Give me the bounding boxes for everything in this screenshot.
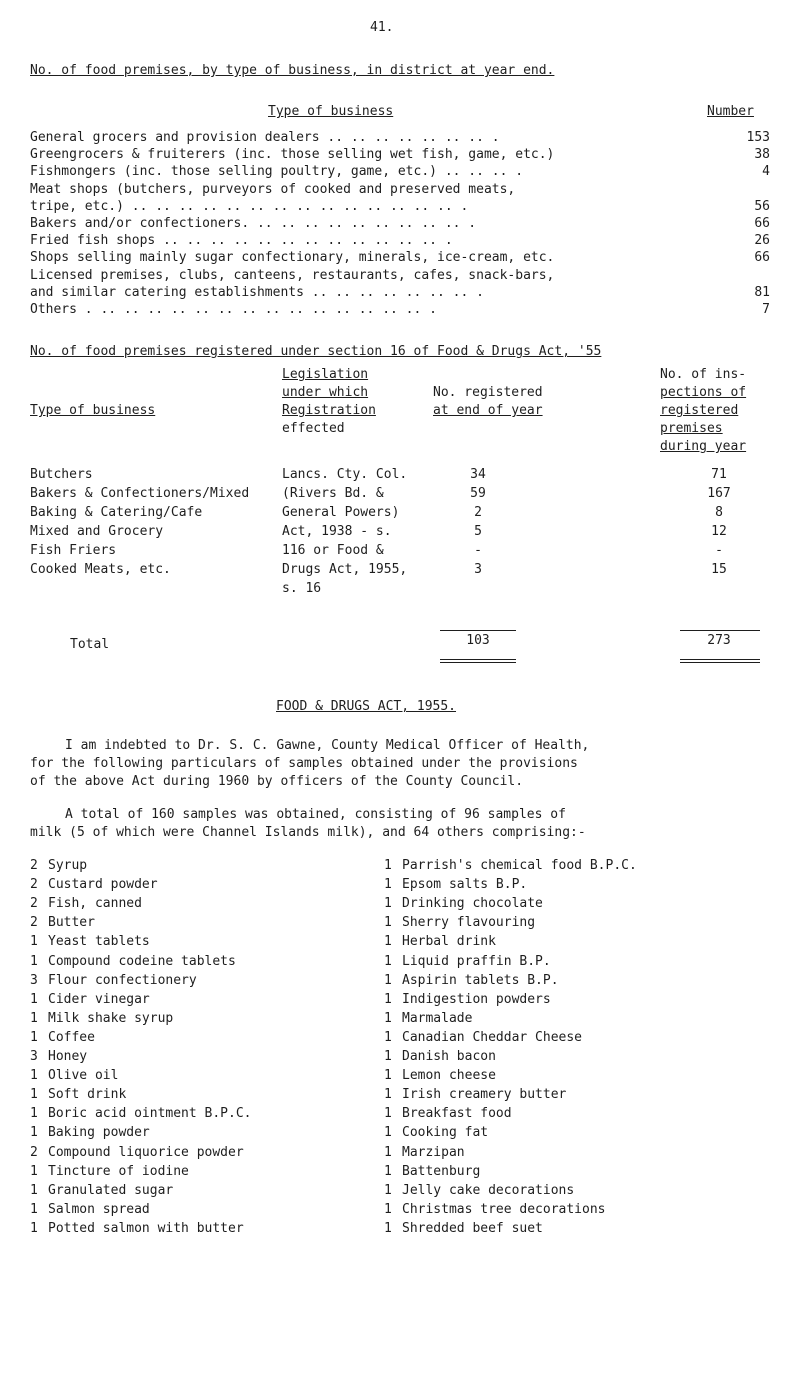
premises-count: 66 <box>754 216 770 231</box>
business-type: Baking & Catering/Cafe <box>30 505 203 520</box>
sample-qty: 1 <box>384 1049 392 1064</box>
sample-item: Canadian Cheddar Cheese <box>402 1029 583 1045</box>
sample-item: Custard powder <box>48 877 158 893</box>
business-type: Mixed and Grocery <box>30 524 164 539</box>
sample-qty: 1 <box>384 1010 392 1026</box>
sample-item: Boric acid ointment B.P.C. <box>48 1106 252 1122</box>
sample-qty: 1 <box>384 972 392 988</box>
section2-col-type: Type of business <box>30 403 156 418</box>
sample-qty: 1 <box>30 1182 38 1198</box>
sample-qty: 1 <box>30 1163 38 1179</box>
sample-qty: 1 <box>384 1068 392 1084</box>
sample-qty: 1 <box>30 1106 38 1122</box>
premises-type-label: Bakers and/or confectioners. .. .. .. .. .. .. .. .. .. . <box>30 216 477 231</box>
inspections-count: 15 <box>711 562 727 577</box>
premises-count: 66 <box>754 250 770 266</box>
premises-type-label: General grocers and provision dealers .. .. .. .. .. .. .. . <box>30 130 500 145</box>
sample-qty: 1 <box>384 953 392 969</box>
registered-header-line: at end of year <box>433 403 543 418</box>
premises-type-label: Shops selling mainly sugar confectionary, minerals, ice-cream, etc. <box>30 250 555 266</box>
section1-col-number: Number <box>707 104 754 119</box>
sample-qty: 1 <box>30 1068 38 1084</box>
sample-qty: 2 <box>30 915 38 931</box>
legislation-header-line: Registration <box>282 403 376 418</box>
sample-item: Coffee <box>48 1029 95 1045</box>
sample-item: Christmas tree decorations <box>402 1201 606 1217</box>
sample-qty: 1 <box>30 1010 38 1026</box>
sample-item: Herbal drink <box>402 934 496 950</box>
inspections-count: 8 <box>715 505 723 520</box>
sample-item: Tincture of iodine <box>48 1163 189 1179</box>
sample-qty: 2 <box>30 877 38 893</box>
sample-item: Irish creamery butter <box>402 1087 567 1103</box>
legislation-cell: 116 or Food & <box>282 543 384 558</box>
sample-item: Liquid praffin B.P. <box>402 953 551 969</box>
registered-count: - <box>474 543 482 558</box>
premises-type-label: Meat shops (butchers, purveyors of cooked and preserved meats, <box>30 181 516 197</box>
sample-item: Indigestion powders <box>402 991 551 1007</box>
registered-count: 2 <box>474 505 482 520</box>
sample-qty: 1 <box>384 1182 392 1198</box>
legislation-cell: Drugs Act, 1955, <box>282 562 408 577</box>
sample-qty: 1 <box>384 1144 392 1160</box>
sample-qty: 1 <box>384 1201 392 1217</box>
paragraph-line: of the above Act during 1960 by officers of the County Council. <box>30 774 524 789</box>
sample-item: Battenburg <box>402 1163 481 1179</box>
section2-total-registered: 103 <box>466 633 490 648</box>
business-type: Fish Friers <box>30 543 117 558</box>
paragraph-line: for the following particulars of samples obtained under the provisions <box>30 756 578 771</box>
sample-item: Compound liquorice powder <box>48 1144 244 1160</box>
business-type: Bakers & Confectioners/Mixed <box>30 486 250 501</box>
inspections-count: 12 <box>711 524 727 539</box>
section1-title: No. of food premises, by type of business, in district at year end. <box>30 63 555 78</box>
premises-type-label: and similar catering establishments .. .. .. .. .. .. .. . <box>30 284 484 300</box>
legislation-cell: Lancs. Cty. Col. <box>282 467 408 482</box>
sample-qty: 1 <box>384 1125 392 1141</box>
registered-count: 5 <box>474 524 482 539</box>
page-number: 41. <box>370 20 394 35</box>
sample-item: Granulated sugar <box>48 1182 174 1198</box>
inspections-count: - <box>715 543 723 558</box>
sample-item: Lemon cheese <box>402 1068 496 1084</box>
premises-count: 56 <box>754 198 770 214</box>
section2-total-inspections: 273 <box>707 633 731 648</box>
premises-count: 26 <box>754 233 770 249</box>
paragraph-line: milk (5 of which were Channel Islands milk), and 64 others comprising:- <box>30 825 586 840</box>
sample-item: Marzipan <box>402 1144 465 1160</box>
sample-item: Aspirin tablets B.P. <box>402 972 559 988</box>
sample-qty: 3 <box>30 972 38 988</box>
sample-qty: 1 <box>384 1029 392 1045</box>
sample-qty: 1 <box>384 877 392 893</box>
total-rule-top <box>440 630 516 631</box>
inspections-count: 71 <box>711 467 727 482</box>
sample-qty: 1 <box>30 991 38 1007</box>
sample-item: Parrish's chemical food B.P.C. <box>402 858 637 873</box>
sample-qty: 2 <box>30 1144 38 1160</box>
sample-item: Salmon spread <box>48 1201 150 1217</box>
sample-item: Fish, canned <box>48 896 142 912</box>
inspections-count: 167 <box>707 486 731 501</box>
sample-item: Milk shake syrup <box>48 1010 174 1026</box>
sample-item: Sherry flavouring <box>402 915 536 931</box>
legislation-cell: Act, 1938 - s. <box>282 524 392 539</box>
sample-qty: 1 <box>384 1163 392 1179</box>
sample-item: Epsom salts B.P. <box>402 877 528 893</box>
registered-count: 34 <box>470 467 486 482</box>
sample-qty: 1 <box>384 1106 392 1122</box>
sample-item: Breakfast food <box>402 1106 512 1122</box>
premises-type-label: Greengrocers & fruiterers (inc. those selling wet fish, game, etc.) <box>30 147 555 163</box>
premises-count: 153 <box>746 130 770 145</box>
paragraph-line: I am indebted to Dr. S. C. Gawne, County Medical Officer of Health, <box>65 738 590 753</box>
sample-item: Honey <box>48 1049 88 1064</box>
sample-item: Olive oil <box>48 1068 119 1084</box>
registered-header-line: No. registered <box>433 385 543 400</box>
sample-item: Soft drink <box>48 1087 127 1103</box>
sample-qty: 1 <box>384 934 392 950</box>
sample-item: Baking powder <box>48 1125 150 1141</box>
sample-item: Compound codeine tablets <box>48 953 236 969</box>
sample-item: Drinking chocolate <box>402 896 543 912</box>
inspections-header-line: during year <box>660 439 747 454</box>
sample-qty: 1 <box>384 1220 392 1236</box>
sample-qty: 1 <box>30 934 38 950</box>
sample-qty: 1 <box>384 1087 392 1103</box>
section2-total-label: Total <box>70 637 110 652</box>
premises-count: 81 <box>754 284 770 300</box>
sample-qty: 1 <box>384 896 392 912</box>
sample-item: Cooking fat <box>402 1125 489 1141</box>
legislation-cell: (Rivers Bd. & <box>282 486 384 501</box>
legislation-header-line: effected <box>282 421 345 436</box>
premises-type-label: Others . .. .. .. .. .. .. .. .. .. .. .. .. .. .. . <box>30 302 437 317</box>
premises-count: 38 <box>754 147 770 163</box>
registered-count: 59 <box>470 486 486 501</box>
legislation-cell: s. 16 <box>282 581 322 596</box>
sample-item: Cider vinegar <box>48 991 150 1007</box>
sample-item: Potted salmon with butter <box>48 1220 244 1236</box>
sample-qty: 3 <box>30 1049 38 1064</box>
legislation-cell: General Powers) <box>282 505 400 520</box>
sample-qty: 1 <box>30 1087 38 1103</box>
premises-count: 4 <box>762 164 770 180</box>
sample-qty: 1 <box>384 858 392 873</box>
sample-item: Yeast tablets <box>48 934 150 950</box>
sample-item: Danish bacon <box>402 1049 496 1064</box>
section1-col-type: Type of business <box>268 104 394 119</box>
inspections-header-line: No. of ins- <box>660 367 747 382</box>
inspections-header-line: premises <box>660 421 723 436</box>
premises-count: 7 <box>762 302 770 317</box>
premises-type-label: tripe, etc.) .. .. .. .. .. .. .. .. .. .. .. .. .. .. . <box>30 198 469 214</box>
sample-qty: 2 <box>30 896 38 912</box>
total-rule-bottom-2 <box>680 659 760 663</box>
paragraph-line: A total of 160 samples was obtained, consisting of 96 samples of <box>65 807 566 822</box>
sample-qty: 1 <box>384 915 392 931</box>
sample-item: Jelly cake decorations <box>402 1182 575 1198</box>
premises-type-label: Fishmongers (inc. those selling poultry, game, etc.) .. .. .. . <box>30 164 524 180</box>
total-rule-bottom <box>440 659 516 663</box>
sample-qty: 1 <box>30 1220 38 1236</box>
sample-qty: 1 <box>30 1029 38 1045</box>
sample-item: Syrup <box>48 858 88 873</box>
sample-qty: 1 <box>30 953 38 969</box>
total-rule-top-2 <box>680 630 760 631</box>
legislation-header-line: Legislation <box>282 367 369 382</box>
premises-type-label: Licensed premises, clubs, canteens, restaurants, cafes, snack-bars, <box>30 267 555 283</box>
sample-qty: 1 <box>30 1201 38 1217</box>
sample-qty: 2 <box>30 858 38 873</box>
inspections-header-line: registered <box>660 403 739 418</box>
inspections-header-line: pections of <box>660 385 747 400</box>
business-type: Butchers <box>30 467 93 482</box>
sample-item: Butter <box>48 915 95 931</box>
business-type: Cooked Meats, etc. <box>30 562 171 577</box>
sample-item: Marmalade <box>402 1010 473 1026</box>
section2-title: No. of food premises registered under section 16 of Food & Drugs Act, '55 <box>30 344 602 359</box>
sample-item: Flour confectionery <box>48 972 197 988</box>
sample-item: Shredded beef suet <box>402 1220 543 1236</box>
registered-count: 3 <box>474 562 482 577</box>
section3-title: FOOD & DRUGS ACT, 1955. <box>276 699 457 714</box>
premises-type-label: Fried fish shops .. .. .. .. .. .. .. .. .. .. .. .. . <box>30 233 453 249</box>
sample-qty: 1 <box>30 1125 38 1141</box>
sample-qty: 1 <box>384 991 392 1007</box>
legislation-header-line: under which <box>282 385 369 400</box>
